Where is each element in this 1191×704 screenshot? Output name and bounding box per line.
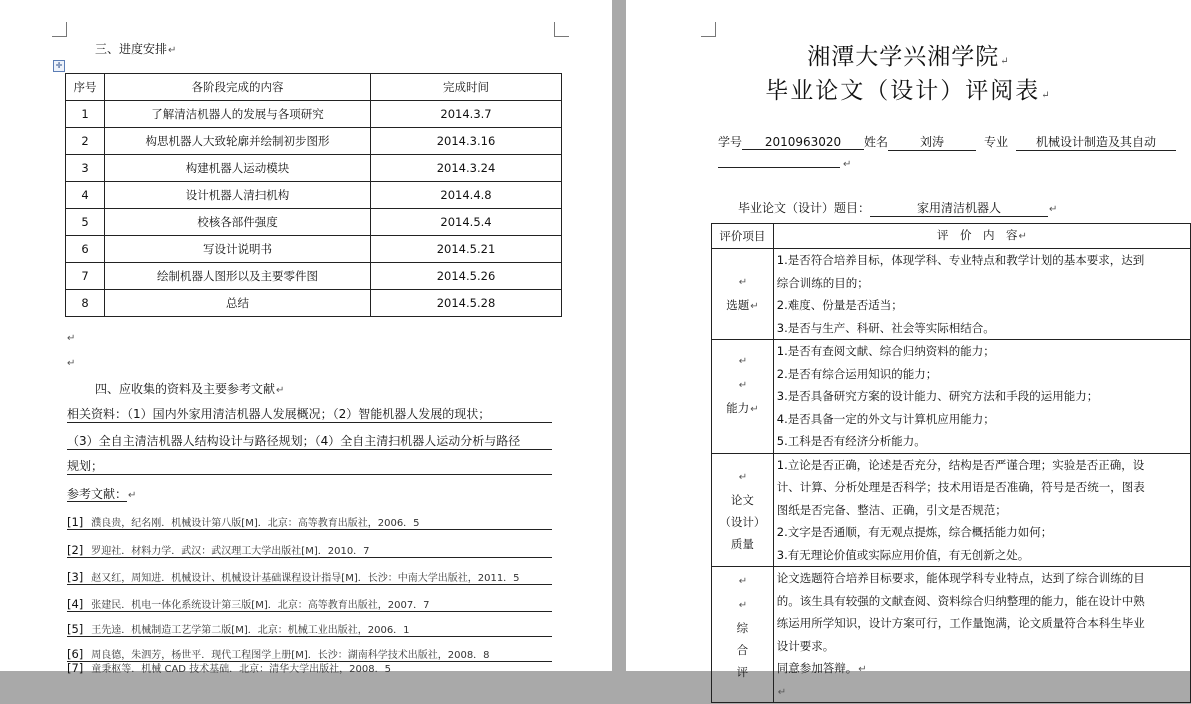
eval-line: 论文选题符合培养目标要求，能体现学科专业特点，达到了综合训练的目	[776, 571, 1145, 585]
eval-item-quality	[712, 453, 774, 567]
document-page-right	[626, 0, 1191, 698]
row-date: 2014.5.4	[371, 209, 562, 236]
eval-line: 设计要求。	[776, 638, 835, 653]
row-date: 2014.4.8	[371, 182, 562, 209]
reference-item	[67, 596, 552, 612]
row-task: 绘制机器人图形以及主要零件图	[105, 263, 371, 290]
eval-content	[773, 340, 1190, 454]
eval-line: 的。该生具有较强的文献查阅、资料综合归纳整理的能力，能在设计中熟	[776, 593, 1145, 608]
row-task: 构建机器人运动模块	[105, 155, 371, 182]
row-no: 7	[66, 263, 105, 290]
references-label: 参考文献：↵	[67, 487, 137, 501]
eval-line: 2.难度、份量是否适当；	[776, 298, 903, 312]
eval-item-label: 综 合 评	[736, 621, 749, 679]
row-no: 8	[66, 290, 105, 317]
topic-label: 毕业论文（设计）题目：	[738, 201, 871, 215]
form-title: 毕业论文（设计）评阅表↵	[765, 78, 1052, 104]
schedule-table	[65, 73, 562, 317]
major-field: 机械设计制造及其自动	[1016, 133, 1176, 151]
student-id-field: 2010963020	[742, 135, 864, 150]
eval-header-row	[712, 224, 1191, 249]
eval-row	[712, 453, 1191, 567]
reference-text: 赵又红，周知进．机械设计、机械设计基础课程设计指导[M]．长沙：中南大学出版社，2011．5	[91, 573, 520, 584]
section-4-title: 四、应收集的资料及主要参考文献	[95, 382, 276, 396]
reference-item	[67, 542, 552, 558]
eval-content	[773, 567, 1190, 703]
row-date: 2014.5.21	[371, 236, 562, 263]
reference-number: [3]	[67, 570, 84, 584]
row-date: 2014.3.7	[371, 101, 562, 128]
eval-line: 图纸是否完备、整洁、正确，引文是否规范；	[776, 502, 1007, 517]
reference-text: 周良德，朱泗芳，杨世平．现代工程图学上册[M]．长沙：湖南科学技术出版社，2008．8	[91, 650, 490, 661]
eval-line: 综合训练的目的；	[776, 275, 869, 290]
eval-header-content-text: 评 价 内 容	[936, 228, 1018, 242]
header-date: 完成时间	[371, 74, 562, 101]
paragraph-mark: ↵	[738, 380, 748, 392]
crop-mark-top-right	[554, 22, 569, 37]
eval-line: 5.工科是否有经济分析能力。	[776, 434, 926, 448]
form-title-text: 毕业论文（设计）评阅表	[765, 78, 1041, 104]
eval-row	[712, 249, 1191, 340]
eval-line: 3.是否具备研究方案的设计能力、研究方法和手段的运用能力；	[776, 389, 1099, 403]
header-task: 各阶段完成的内容	[105, 74, 371, 101]
student-id-label: 学号	[718, 135, 743, 149]
table-header-row	[66, 74, 562, 101]
reference-number: [2]	[67, 543, 84, 557]
eval-line: 1.是否符合培养目标，体现学科、专业特点和教学计划的基本要求，达到	[776, 253, 1145, 267]
eval-content	[773, 249, 1190, 340]
university-name: 湘潭大学兴湘学院	[807, 44, 1000, 70]
row-task: 构思机器人大致轮廓并绘制初步图形	[105, 128, 371, 155]
table-row	[66, 128, 562, 155]
reference-item	[67, 660, 552, 675]
reference-number: [1]	[67, 515, 84, 529]
topic-field: 家用清洁机器人	[870, 199, 1048, 217]
row-task: 校核各部件强度	[105, 209, 371, 236]
eval-line: 2.文字是否通顺，有无观点提炼，综合概括能力如何；	[776, 525, 1053, 539]
table-move-handle-icon[interactable]: ✛	[53, 60, 65, 72]
table-row	[66, 236, 562, 263]
eval-item-label: 能力	[726, 401, 750, 416]
references-label-text: 参考文献：	[67, 487, 128, 501]
paragraph-mark: ↵	[843, 159, 852, 170]
evaluation-table	[711, 223, 1191, 703]
eval-item-topic: ↵ 选题↵	[712, 249, 774, 340]
paragraph-mark: ↵	[738, 600, 748, 611]
reference-item	[67, 569, 552, 585]
student-info-line	[718, 133, 1176, 151]
reference-number: [6]	[67, 647, 84, 661]
eval-line: 计、计算、分析处理是否科学；技术用语是否准确，符号是否统一，图表	[776, 480, 1145, 494]
eval-line: 2.是否有综合运用知识的能力；	[776, 366, 938, 381]
eval-item-ability: ↵ ↵ 能力↵	[712, 340, 774, 454]
reference-text: 童秉枢等．机械 CAD 技术基础．北京：清华大学出版社，2008．5	[91, 664, 391, 675]
name-field: 刘涛	[888, 133, 976, 151]
paragraph-mark: ↵	[738, 471, 748, 483]
eval-line: 练运用所学知识，设计方案可行，工作量饱满，论文质量符合本科生毕业	[776, 616, 1145, 630]
row-no: 2	[66, 128, 105, 155]
row-task: 写设计说明书	[105, 236, 371, 263]
eval-content	[773, 453, 1190, 567]
reference-text: 濮良贵，纪名刚．机械设计第八版[M]．北京：高等教育出版社，2006．5	[91, 518, 420, 529]
row-task: 了解清洁机器人的发展与各项研究	[105, 101, 371, 128]
table-row	[66, 182, 562, 209]
eval-line: 1.是否有查阅文献、综合归纳资料的能力；	[776, 344, 995, 358]
crop-mark-top-left	[52, 22, 67, 37]
reference-text: 罗迎社．材料力学．武汉：武汉理工大学出版社[M]．2010．7	[91, 546, 370, 557]
eval-item-overall	[712, 567, 774, 703]
row-no: 5	[66, 209, 105, 236]
page-gutter	[612, 0, 626, 671]
eval-line: ↵	[777, 686, 787, 698]
header-no: 序号	[66, 74, 105, 101]
eval-line-text: 同意参加答辩。	[776, 661, 858, 675]
row-date: 2014.5.28	[371, 290, 562, 317]
eval-line: 3.有无理论价值或实际应用价值，有无创新之处。	[776, 547, 1030, 562]
row-no: 1	[66, 101, 105, 128]
eval-header-item: 评价项目	[712, 224, 774, 249]
university-title: 湘潭大学兴湘学院↵	[807, 44, 1010, 70]
eval-line: 1.立论是否正确，论述是否充分，结构是否严谨合理；实验是否正确，设	[776, 457, 1145, 472]
eval-line: 3.是否与生产、科研、社会等实际相结合。	[776, 320, 995, 335]
table-row	[66, 101, 562, 128]
section-3-title: 三、进度安排	[95, 42, 168, 56]
row-task: 设计机器人清扫机构	[105, 182, 371, 209]
paragraph-mark: ↵	[67, 358, 76, 369]
paragraph-mark: ↵	[67, 333, 76, 344]
reference-item	[67, 621, 552, 637]
document-page-left	[0, 0, 612, 675]
table-row	[66, 263, 562, 290]
row-date: 2014.3.16	[371, 128, 562, 155]
materials-line: （3）全自主清洁机器人结构设计与路径规划；（4）全自主清扫机器人运动分析与路径	[67, 432, 552, 450]
name-label: 姓名	[864, 135, 889, 149]
paragraph-mark: ↵	[738, 277, 748, 288]
materials-line: 规划；	[67, 457, 552, 475]
row-no: 6	[66, 236, 105, 263]
reference-text: 张建民．机电一体化系统设计第三版[M]．北京：高等教育出版社，2007．7	[91, 600, 430, 611]
crop-mark-top-left	[701, 22, 716, 37]
eval-item-label: 选题	[726, 298, 750, 312]
eval-header-content: 评 价 内 容↵	[773, 224, 1190, 249]
major-label: 专业	[984, 135, 1009, 149]
row-date: 2014.5.26	[371, 263, 562, 290]
reference-number: [5]	[67, 622, 84, 636]
table-row	[66, 155, 562, 182]
table-row	[66, 290, 562, 317]
eval-line: 4.是否具备一定的外文与计算机应用能力；	[776, 411, 995, 426]
reference-number: [4]	[67, 597, 84, 611]
table-row	[66, 209, 562, 236]
section-3-heading: 三、进度安排↵	[95, 42, 177, 56]
reference-number: [7]	[67, 661, 84, 675]
info-continuation-line	[718, 157, 840, 168]
eval-line: 同意参加答辩。↵	[776, 661, 867, 675]
eval-item-label: 论文 （设计） 质量	[719, 492, 766, 551]
row-no: 3	[66, 155, 105, 182]
materials-line: 相关资料：（1）国内外家用清洁机器人发展概况；（2）智能机器人发展的现状；	[67, 405, 552, 423]
reference-item	[67, 514, 552, 530]
reference-text: 王先逵．机械制造工艺学第二版[M]．北京：机械工业出版社，2006．1	[91, 625, 410, 636]
paragraph-mark: ↵	[738, 576, 748, 587]
eval-row	[712, 340, 1191, 454]
paragraph-mark: ↵	[738, 356, 748, 368]
row-date: 2014.3.24	[371, 155, 562, 182]
topic-line: 毕业论文（设计）题目： 家用清洁机器人 ↵	[738, 201, 1058, 215]
section-4-heading: 四、应收集的资料及主要参考文献↵	[95, 382, 285, 396]
row-task: 总结	[105, 290, 371, 317]
row-no: 4	[66, 182, 105, 209]
eval-row	[712, 567, 1191, 703]
